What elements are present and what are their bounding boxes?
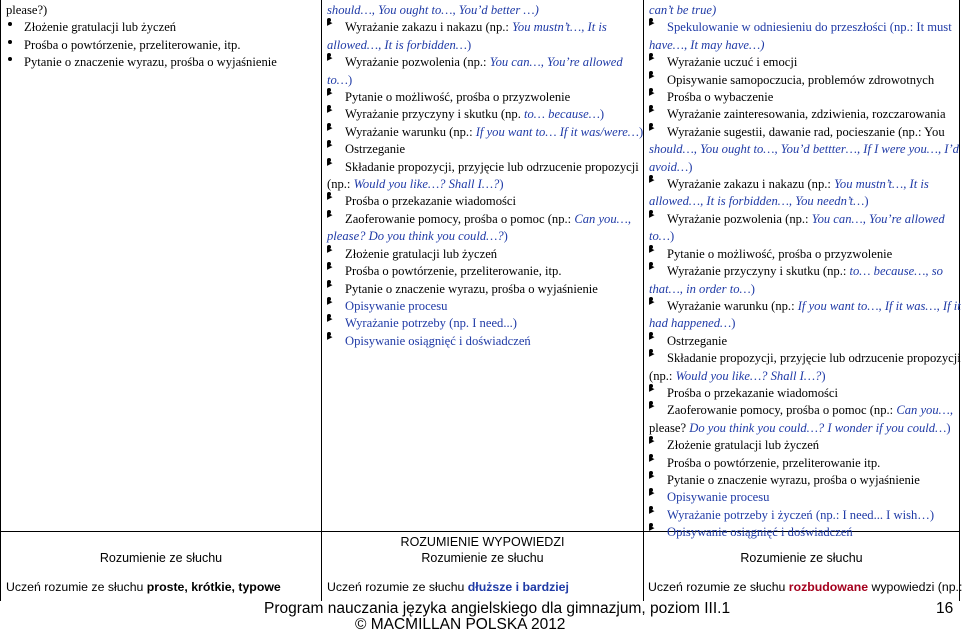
list-item: Wyrażanie warunku (np.: If you want to…, If it was…, If it xyxy=(667,298,961,313)
list-item: have…, It may have…) xyxy=(649,37,765,52)
list-item: (np.: Would you like…? Shall I…?) xyxy=(327,177,504,192)
list-item: Wyrażanie warunku (np.: If you want to… If it was/were…) xyxy=(345,124,644,139)
list-item: (np.: Would you like…? Shall I…?) xyxy=(649,368,826,383)
list-item: Prośba o wybaczenie xyxy=(667,90,774,105)
list-item: Prośba o powtórzenie, przeliterowanie, itp. xyxy=(24,37,241,52)
list-item: should…, You ought to…, You’d bettter…, If I were you…, I’d xyxy=(649,142,959,157)
column-advanced xyxy=(643,0,961,540)
list-item: Opisywanie procesu xyxy=(667,490,770,505)
list-item: Składanie propozycji, przyjęcie lub odrzucenie propozycji xyxy=(667,351,961,366)
list-item: Wyrażanie sugestii, dawanie rad, pocieszanie (np.: You xyxy=(667,124,945,139)
list-item: allowed…, It is forbidden…) xyxy=(327,37,472,52)
list-item: avoid…) xyxy=(649,159,693,174)
list-item: Prośba o przekazanie wiadomości xyxy=(667,385,839,400)
section-title-col3: Rozumienie ze słuchu xyxy=(740,551,863,565)
list-item: Pytanie o znaczenie wyrazu, prośba o wyjaśnienie xyxy=(24,55,277,70)
list-item: Wyrażanie potrzeby i życzeń (np.: I need... I wish…) xyxy=(667,507,935,522)
list-item: Wyrażanie zainteresowania, zdziwienia, rozczarowania xyxy=(667,107,946,122)
list-item: Złożenie gratulacji lub życzeń xyxy=(24,20,177,35)
list-item: Pytanie o możliwość, prośba o przyzwolenie xyxy=(667,246,893,261)
column-basic xyxy=(0,0,322,531)
list-item: Opisywanie osiągnięć i doświadczeń xyxy=(345,333,531,348)
list-item: Wyrażanie przyczyny i skutku (np. to… because…) xyxy=(345,107,605,122)
description-col1: Uczeń rozumie ze słuchu proste, krótkie, typowe xyxy=(6,580,281,594)
list-item: Zaoferowanie pomocy, prośba o pomoc (np.: Can you…, xyxy=(667,403,953,418)
list-item: please? Do you think you could…? I wonder if you could…) xyxy=(649,420,951,435)
list-item: Prośba o przekazanie wiadomości xyxy=(345,194,517,209)
list-item: Ostrzeganie xyxy=(667,333,728,348)
list-item: Spekulowanie w odniesieniu do przeszłości (np.: It must xyxy=(667,20,952,35)
list-item: Wyrażanie pozwolenia (np.: You can…, You’re allowed xyxy=(667,211,945,226)
list-item: to…) xyxy=(327,72,353,87)
list-item: please? Do you think you could…?) xyxy=(327,229,508,244)
list-item: Złożenie gratulacji lub życzeń xyxy=(345,246,498,261)
list-item: Wyrażanie przyczyny i skutku (np.: to… because…, so xyxy=(667,264,943,279)
list-item: had happened…) xyxy=(649,316,736,331)
list-item: Pytanie o znaczenie wyrazu, prośba o wyjaśnienie xyxy=(345,281,598,296)
list-item: Prośba o powtórzenie, przeliterowanie itp. xyxy=(667,455,881,470)
footer-program-title: Program nauczania języka angielskiego dla gimnazjum, poziom III.1 xyxy=(264,600,731,617)
list-item: please?) xyxy=(6,3,48,17)
list-item: Ostrzeganie xyxy=(345,142,406,157)
list-item: that…, in order to…) xyxy=(649,281,755,296)
list-item: Wyrażanie pozwolenia (np.: You can…, You’re allowed xyxy=(345,55,623,70)
section-title-col2: Rozumienie ze słuchu xyxy=(421,551,544,565)
section-title-col1: Rozumienie ze słuchu xyxy=(99,551,223,565)
section-main-title: ROZUMIENIE WYPOWIEDZI xyxy=(400,535,565,549)
list-item: Zaoferowanie pomocy, prośba o pomoc (np.: Can you…, xyxy=(345,211,631,226)
page-number: 16 xyxy=(936,600,954,617)
list-item: Złożenie gratulacji lub życzeń xyxy=(667,438,820,453)
list-item: Opisywanie samopoczucia, problemów zdrowotnych xyxy=(667,72,935,87)
description-col2: Uczeń rozumie ze słuchu dłuższe i bardziej xyxy=(327,580,569,594)
list-item: allowed…, It is forbidden…, You needn’t…) xyxy=(649,194,869,209)
list-item: Pytanie o znaczenie wyrazu, prośba o wyjaśnienie xyxy=(667,472,920,487)
list-item: Składanie propozycji, przyjęcie lub odrzucenie propozycji xyxy=(345,159,639,174)
list-item: Opisywanie procesu xyxy=(345,298,448,313)
list-item: Wyrażanie uczuć i emocji xyxy=(667,55,798,70)
list-item: to…) xyxy=(649,229,675,244)
description-col3: Uczeń rozumie ze słuchu rozbudowane wypowiedzi (np.: xyxy=(648,580,962,594)
list-item: Prośba o powtórzenie, przeliterowanie, itp. xyxy=(345,264,562,279)
list-item: Pytanie o możliwość, prośba o przyzwolenie xyxy=(345,90,571,105)
list-item: should…, You ought to…, You’d better …) xyxy=(327,3,539,17)
column-intermediate xyxy=(321,0,644,531)
list-item: Wyrażanie potrzeby (np. I need...) xyxy=(345,316,517,331)
footer-copyright: © MACMILLAN POLSKA 2012 xyxy=(355,616,566,633)
list-item: Opisywanie osiągnięć i doświadczeń xyxy=(667,525,853,540)
list-item: can’t be true) xyxy=(649,3,717,17)
list-item: Wyrażanie zakazu i nakazu (np.: You mustn’t…, It is xyxy=(345,20,607,35)
list-item: Wyrażanie zakazu i nakazu (np.: You mustn’t…, It is xyxy=(667,177,929,192)
page-footer xyxy=(0,600,960,632)
